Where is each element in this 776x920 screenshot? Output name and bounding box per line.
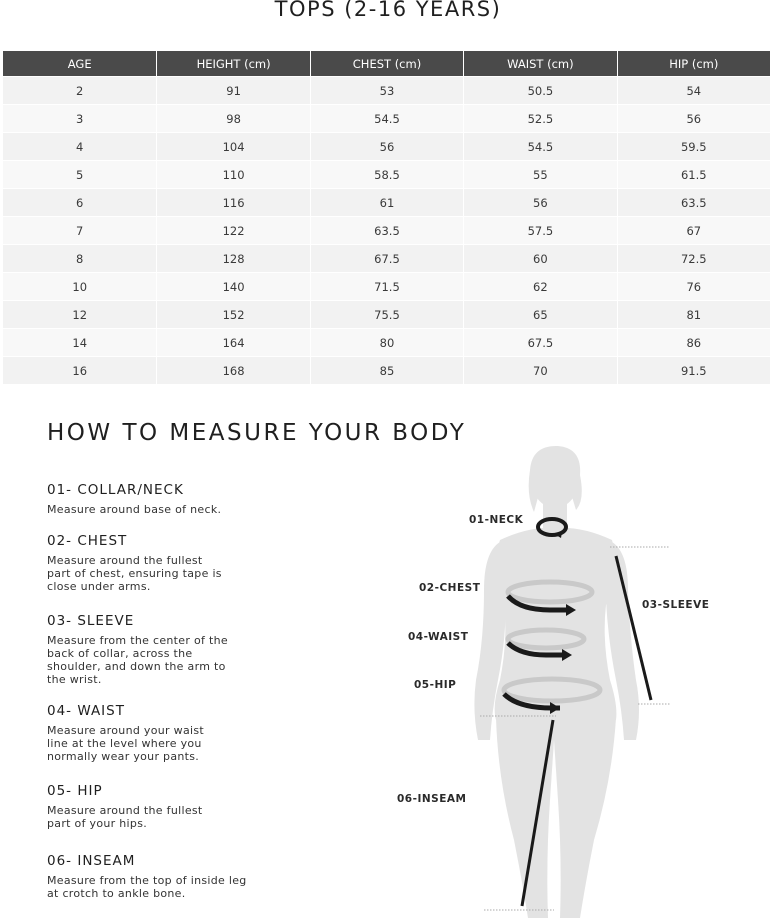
cell-waist: 56 bbox=[463, 188, 616, 216]
figure-label-waist: 04-WAIST bbox=[408, 631, 469, 643]
cell-age: 4 bbox=[3, 132, 156, 160]
step-description: Measure around the fullest part of your hips. bbox=[47, 804, 203, 830]
step-collar-neck bbox=[47, 482, 267, 516]
step-description: Measure around your waist line at the level where you normally wear your pants. bbox=[47, 724, 204, 763]
cell-chest: 67.5 bbox=[310, 244, 463, 272]
cell-height: 140 bbox=[156, 272, 309, 300]
step-description: Measure around the fullest part of chest, ensuring tape is close under arms. bbox=[47, 554, 222, 593]
cell-chest: 53 bbox=[310, 76, 463, 104]
size-chart-table bbox=[3, 51, 770, 384]
table-row bbox=[3, 300, 770, 328]
cell-waist: 60 bbox=[463, 244, 616, 272]
cell-age: 10 bbox=[3, 272, 156, 300]
cell-hip: 76 bbox=[617, 272, 770, 300]
table-row bbox=[3, 272, 770, 300]
cell-height: 164 bbox=[156, 328, 309, 356]
cell-waist: 70 bbox=[463, 356, 616, 384]
cell-chest: 58.5 bbox=[310, 160, 463, 188]
step-description: Measure around base of neck. bbox=[47, 503, 222, 516]
cell-age: 6 bbox=[3, 188, 156, 216]
cell-age: 3 bbox=[3, 104, 156, 132]
step-inseam bbox=[47, 853, 247, 900]
header-waist: WAIST (cm) bbox=[463, 51, 616, 76]
table-row bbox=[3, 104, 770, 132]
cell-chest: 85 bbox=[310, 356, 463, 384]
cell-waist: 62 bbox=[463, 272, 616, 300]
cell-age: 8 bbox=[3, 244, 156, 272]
figure-label-hip: 05-HIP bbox=[414, 679, 457, 691]
step-title: 05- HIP bbox=[47, 783, 103, 799]
cell-hip: 67 bbox=[617, 216, 770, 244]
step-title: 03- SLEEVE bbox=[47, 613, 135, 629]
cell-height: 98 bbox=[156, 104, 309, 132]
cell-age: 12 bbox=[3, 300, 156, 328]
step-title: 01- COLLAR/NECK bbox=[47, 482, 184, 498]
cell-chest: 75.5 bbox=[310, 300, 463, 328]
step-sleeve bbox=[47, 613, 232, 686]
cell-waist: 50.5 bbox=[463, 76, 616, 104]
cell-height: 116 bbox=[156, 188, 309, 216]
cell-height: 104 bbox=[156, 132, 309, 160]
step-title: 04- WAIST bbox=[47, 703, 125, 719]
cell-height: 152 bbox=[156, 300, 309, 328]
step-title: 02- CHEST bbox=[47, 533, 128, 549]
step-waist bbox=[47, 703, 227, 763]
step-chest bbox=[47, 533, 227, 593]
step-title: 06- INSEAM bbox=[47, 853, 136, 869]
table-row bbox=[3, 356, 770, 384]
cell-hip: 61.5 bbox=[617, 160, 770, 188]
cell-hip: 63.5 bbox=[617, 188, 770, 216]
cell-age: 2 bbox=[3, 76, 156, 104]
cell-height: 122 bbox=[156, 216, 309, 244]
step-hip bbox=[47, 783, 222, 830]
cell-waist: 52.5 bbox=[463, 104, 616, 132]
cell-height: 168 bbox=[156, 356, 309, 384]
cell-age: 5 bbox=[3, 160, 156, 188]
cell-chest: 61 bbox=[310, 188, 463, 216]
cell-hip: 72.5 bbox=[617, 244, 770, 272]
figure-label-neck: 01-NECK bbox=[469, 514, 524, 526]
cell-height: 128 bbox=[156, 244, 309, 272]
step-description: Measure from the center of the back of collar, across the shoulder, and down the arm to the wrist. bbox=[47, 634, 228, 686]
cell-chest: 71.5 bbox=[310, 272, 463, 300]
table-row bbox=[3, 216, 770, 244]
table-row bbox=[3, 76, 770, 104]
table-row bbox=[3, 188, 770, 216]
page-title: TOPS (2-16 YEARS) bbox=[274, 0, 502, 21]
cell-waist: 67.5 bbox=[463, 328, 616, 356]
header-age: AGE bbox=[3, 51, 156, 76]
figure-label-sleeve: 03-SLEEVE bbox=[642, 599, 710, 611]
table-row bbox=[3, 244, 770, 272]
cell-age: 16 bbox=[3, 356, 156, 384]
cell-chest: 54.5 bbox=[310, 104, 463, 132]
cell-hip: 56 bbox=[617, 104, 770, 132]
cell-waist: 55 bbox=[463, 160, 616, 188]
cell-chest: 63.5 bbox=[310, 216, 463, 244]
table-row bbox=[3, 132, 770, 160]
neck-shape bbox=[543, 502, 567, 530]
cell-height: 110 bbox=[156, 160, 309, 188]
cell-height: 91 bbox=[156, 76, 309, 104]
cell-waist: 54.5 bbox=[463, 132, 616, 160]
cell-hip: 59.5 bbox=[617, 132, 770, 160]
header-hip: HIP (cm) bbox=[617, 51, 770, 76]
cell-hip: 86 bbox=[617, 328, 770, 356]
body-measurement-figure bbox=[380, 440, 776, 920]
cell-hip: 91.5 bbox=[617, 356, 770, 384]
cell-hip: 81 bbox=[617, 300, 770, 328]
table-row bbox=[3, 160, 770, 188]
table-header-row bbox=[3, 51, 770, 76]
cell-hip: 54 bbox=[617, 76, 770, 104]
figure-label-chest: 02-CHEST bbox=[419, 582, 481, 594]
cell-waist: 57.5 bbox=[463, 216, 616, 244]
step-description: Measure from the top of inside leg at crotch to ankle bone. bbox=[47, 874, 247, 900]
table-row bbox=[3, 328, 770, 356]
cell-chest: 56 bbox=[310, 132, 463, 160]
figure-label-inseam: 06-INSEAM bbox=[397, 793, 467, 805]
section-title: HOW TO MEASURE YOUR BODY bbox=[47, 420, 467, 446]
cell-age: 14 bbox=[3, 328, 156, 356]
header-height: HEIGHT (cm) bbox=[156, 51, 309, 76]
legs-shape bbox=[496, 718, 616, 918]
cell-chest: 80 bbox=[310, 328, 463, 356]
cell-waist: 65 bbox=[463, 300, 616, 328]
cell-age: 7 bbox=[3, 216, 156, 244]
header-chest: CHEST (cm) bbox=[310, 51, 463, 76]
